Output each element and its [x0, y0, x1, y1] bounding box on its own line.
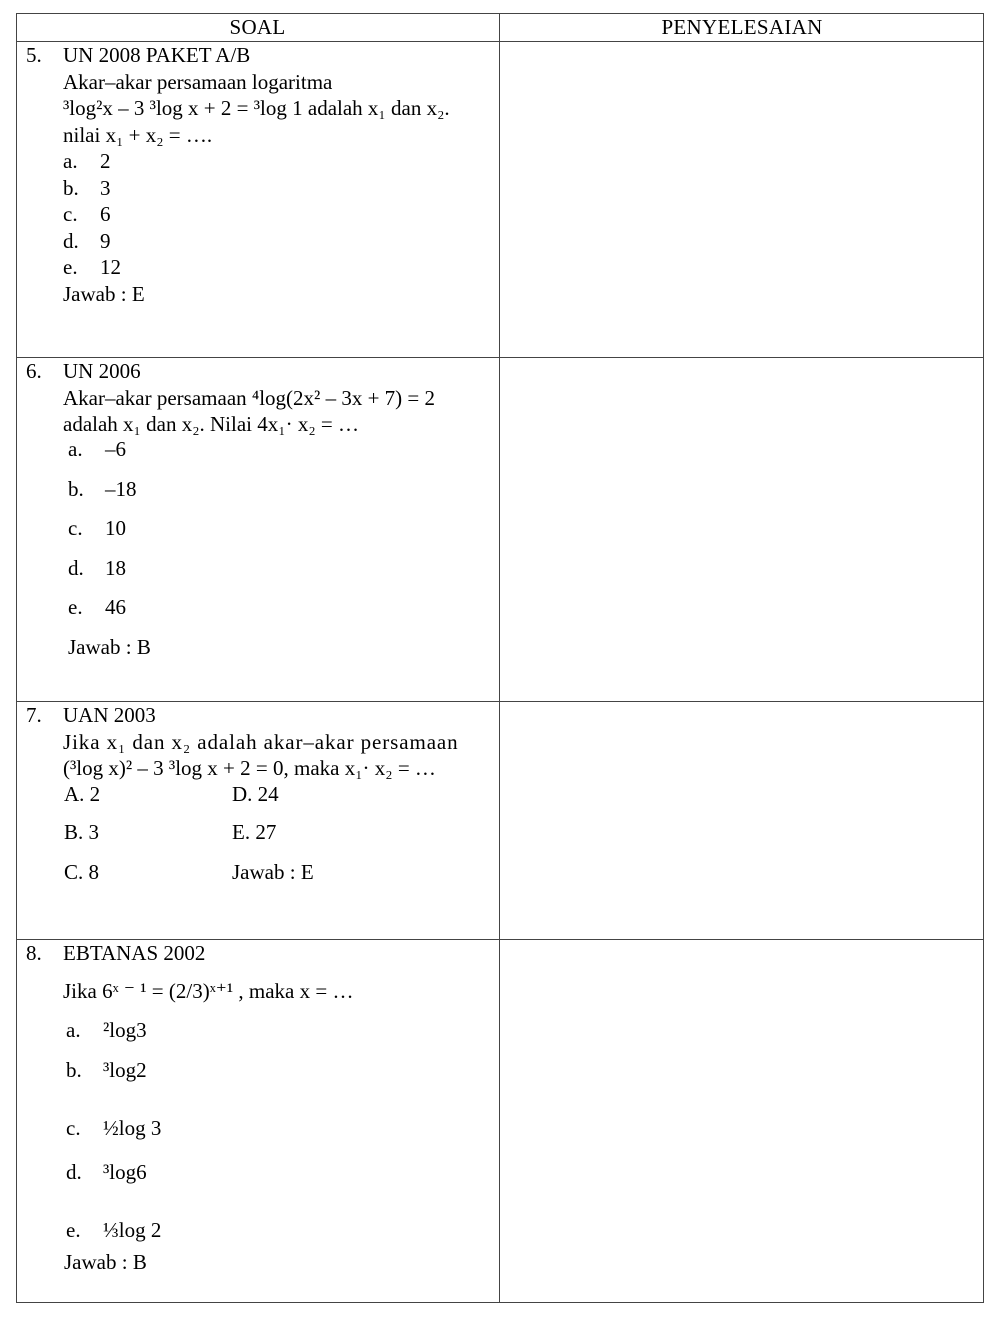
option: C. 8	[64, 860, 100, 884]
question-stem-line: adalah x₁ dan x₂. Nilai 4x₁· x₂ = …	[63, 412, 359, 436]
question-source: UN 2006	[63, 359, 141, 383]
option: d. 9	[63, 228, 111, 253]
header-soal: SOAL	[229, 15, 286, 39]
answer: Jawab : E	[63, 281, 145, 306]
option: c. 6	[63, 202, 111, 226]
option: a. 2	[63, 149, 111, 173]
question-stem-line: ³log²x – 3 ³log x + 2 = ³log 1 adalah x₁ dan x₂.	[63, 96, 450, 120]
question-number: 7.	[26, 703, 42, 727]
question-source: UN 2008 PAKET A/B	[63, 43, 251, 67]
option: c. 10	[68, 516, 126, 540]
option: c. ½log 3	[66, 1116, 162, 1140]
question-source: EBTANAS 2002	[63, 941, 206, 965]
answer: Jawab : B	[64, 1250, 147, 1274]
option: b. –18	[68, 477, 137, 501]
question-8	[63, 940, 491, 967]
question-6	[63, 358, 491, 438]
header-penyelesaian: PENYELESAIAN	[661, 15, 823, 39]
option: e. 46	[68, 595, 126, 619]
option: e. 12	[63, 255, 121, 279]
answer: Jawab : E	[232, 860, 314, 884]
option: a. ²log3	[66, 1018, 147, 1042]
option: e. ⅓log 2	[66, 1218, 162, 1242]
option: d. ³log6	[66, 1160, 147, 1184]
question-5	[63, 42, 491, 307]
option: B. 3	[64, 820, 100, 844]
solution-cell[interactable]	[500, 42, 984, 357]
solution-cell[interactable]	[500, 940, 984, 1303]
question-stem-line: Akar–akar persamaan ⁴log(2x² – 3x + 7) = 2	[63, 385, 436, 410]
option: b. ³log2	[66, 1058, 147, 1082]
option: A. 2	[64, 782, 101, 806]
question-number: 5.	[26, 43, 42, 67]
question-number: 6.	[26, 359, 42, 383]
solution-cell[interactable]	[500, 358, 984, 701]
question-stem-line: nilai x₁ + x₂ = ….	[63, 122, 213, 147]
question-stem-line: Jika x₁ dan x₂ adalah akar–akar persamaan	[63, 729, 459, 754]
solution-cell[interactable]	[500, 702, 984, 939]
question-stem-line: (³log x)² – 3 ³log x + 2 = 0, maka x₁· x₂ = …	[63, 756, 436, 780]
question-stem-line: Akar–akar persamaan logaritma	[63, 69, 333, 94]
question-source: UAN 2003	[63, 703, 156, 727]
option: E. 27	[232, 820, 277, 844]
question-number: 8.	[26, 941, 42, 965]
option: a. –6	[68, 437, 126, 461]
question-stem: Jika 6ˣ ⁻ ¹ = (2/3)ˣ⁺¹ , maka x = …	[63, 979, 354, 1003]
option: D. 24	[232, 782, 279, 806]
question-table	[16, 13, 984, 1303]
answer: Jawab : B	[68, 635, 151, 659]
option: d. 18	[68, 556, 126, 580]
question-7	[63, 702, 491, 782]
option: b. 3	[63, 175, 111, 200]
